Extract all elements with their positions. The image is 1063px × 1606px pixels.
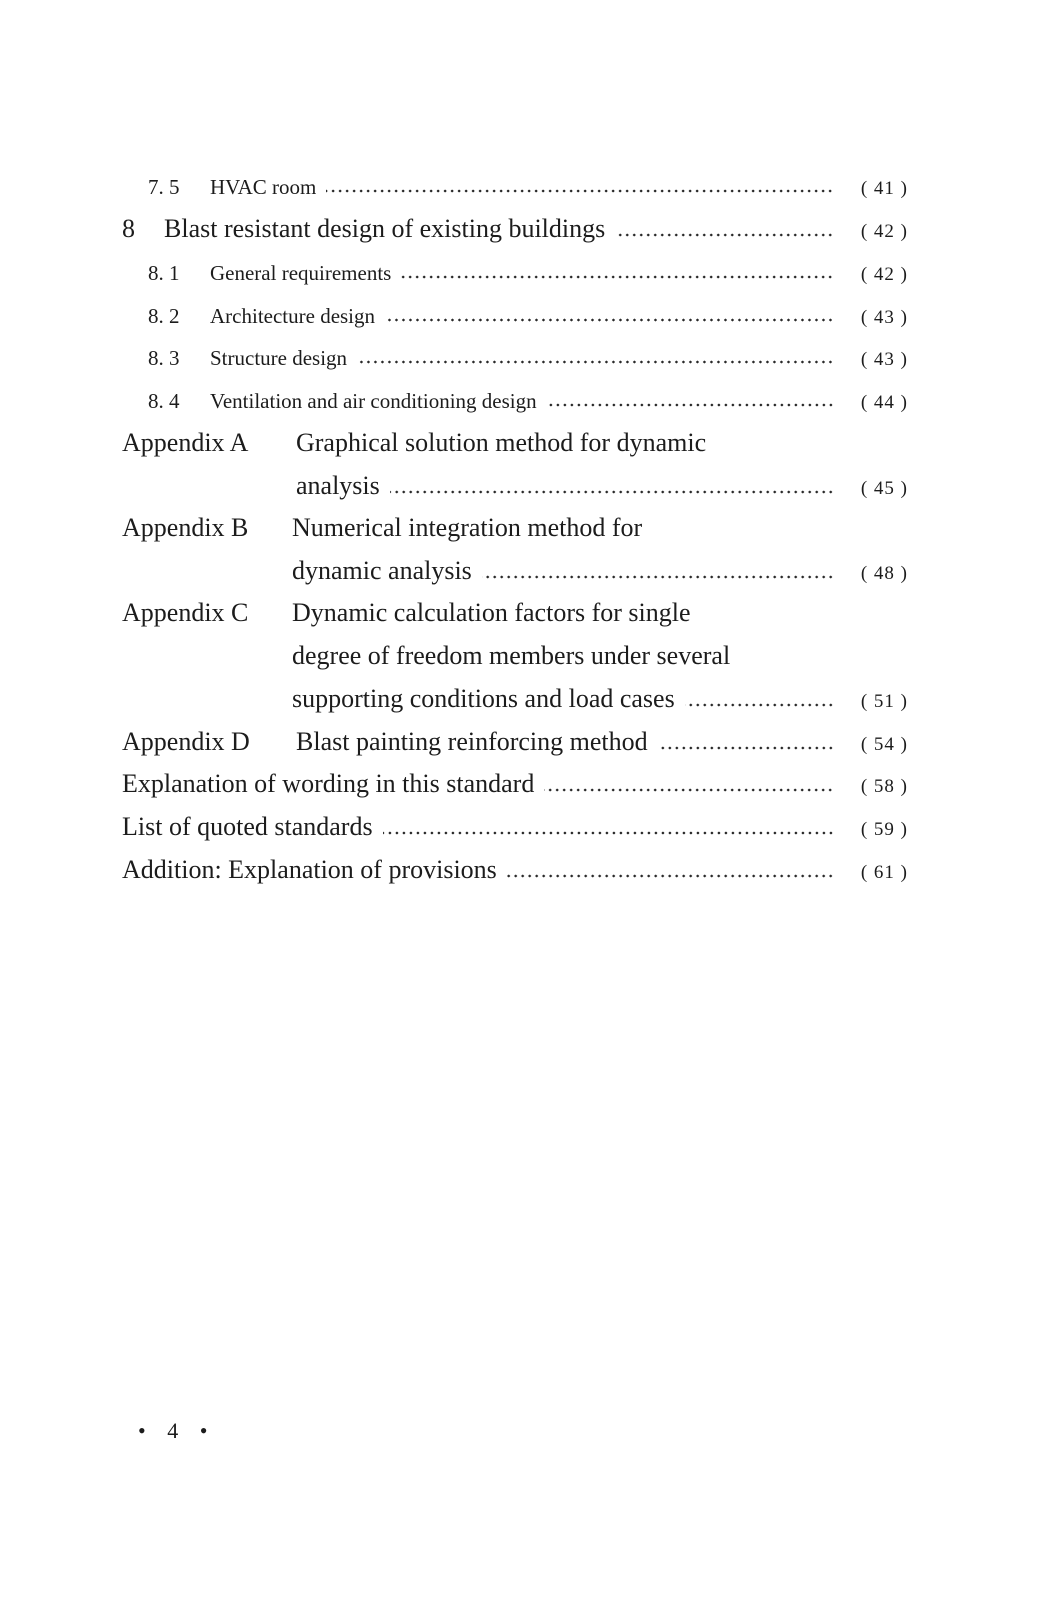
toc-entry-8-1[interactable]: [148, 261, 908, 286]
toc-entry-addition[interactable]: [122, 855, 908, 885]
entry-title: Addition: Explanation of provisions: [122, 855, 497, 884]
appendix-title-line-1: Dynamic calculation factors for single: [292, 598, 691, 627]
dot-leader: [658, 746, 834, 750]
dot-leader: [685, 703, 834, 707]
page-reference: ( 43 ): [860, 349, 908, 370]
toc-entry-8-4[interactable]: [148, 389, 908, 414]
page-number: • 4 •: [138, 1418, 216, 1443]
toc-entry-wording[interactable]: [122, 769, 908, 799]
toc-entry-appendix-c-cont: [292, 641, 908, 671]
dot-leader: [547, 403, 834, 407]
appendix-title-line-3: supporting conditions and load cases: [292, 684, 675, 713]
dot-leader: [383, 831, 834, 835]
page-reference: ( 42 ): [860, 221, 908, 242]
toc-entry-chapter-8[interactable]: [122, 214, 908, 244]
toc-entry-8-3[interactable]: [148, 346, 908, 371]
appendix-label: Appendix D: [122, 727, 250, 756]
dot-leader: [482, 575, 834, 579]
page-reference: ( 61 ): [860, 862, 908, 883]
dot-leader: [544, 788, 834, 792]
toc-entry-appendix-b[interactable]: [122, 513, 908, 543]
appendix-title-line-2: dynamic analysis: [292, 556, 472, 585]
entry-title: List of quoted standards: [122, 812, 373, 841]
appendix-label: Appendix B: [122, 513, 249, 542]
page-reference: ( 43 ): [860, 307, 908, 328]
toc-entry-appendix-c-cont-2: [292, 684, 908, 714]
entry-title: Explanation of wording in this standard: [122, 769, 535, 798]
dot-leader: [615, 233, 834, 237]
dot-leader: [385, 318, 834, 322]
page-reference: ( 44 ): [860, 392, 908, 413]
toc-entry-appendix-a-cont: [296, 471, 908, 501]
page-reference: ( 54 ): [860, 734, 908, 755]
section-title: General requirements: [210, 261, 392, 285]
dot-leader: [357, 360, 834, 364]
appendix-title: Blast painting reinforcing method: [296, 727, 648, 756]
section-number: 8. 1: [148, 261, 180, 285]
appendix-label: Appendix A: [122, 428, 249, 457]
section-title: Ventilation and air conditioning design: [210, 389, 537, 413]
dot-leader: [507, 874, 834, 878]
chapter-title: Blast resistant design of existing buildings: [164, 214, 606, 243]
section-title: Architecture design: [210, 304, 376, 328]
chapter-number: 8: [122, 214, 135, 243]
toc-entry-8-2[interactable]: [148, 304, 908, 329]
page-reference: ( 59 ): [860, 819, 908, 840]
appendix-title-line-2: analysis: [296, 471, 380, 500]
page-reference: ( 41 ): [860, 178, 908, 199]
section-number: 7. 5: [148, 175, 180, 199]
section-title: Structure design: [210, 346, 348, 370]
toc-entry-appendix-d[interactable]: [122, 727, 908, 757]
toc-entry-appendix-a[interactable]: [122, 428, 908, 458]
page-reference: ( 51 ): [860, 691, 908, 712]
appendix-title-line-1: Graphical solution method for dynamic: [296, 428, 707, 457]
appendix-label: Appendix C: [122, 598, 249, 627]
dot-leader: [326, 189, 834, 193]
appendix-title-line-2: degree of freedom members under several: [292, 641, 731, 670]
toc-entry-7-5[interactable]: [148, 175, 908, 200]
toc-entry-appendix-c[interactable]: [122, 598, 908, 628]
page-reference: ( 45 ): [860, 478, 908, 499]
toc-entry-appendix-b-cont: [292, 556, 908, 586]
section-number: 8. 3: [148, 346, 180, 370]
section-number: 8. 2: [148, 304, 180, 328]
section-number: 8. 4: [148, 389, 180, 413]
dot-leader: [390, 490, 834, 494]
section-title: HVAC room: [210, 175, 317, 199]
page-reference: ( 42 ): [860, 264, 908, 285]
appendix-title-line-1: Numerical integration method for: [292, 513, 643, 542]
page-reference: ( 58 ): [860, 776, 908, 797]
dot-leader: [401, 275, 834, 279]
toc-entry-quoted-standards[interactable]: [122, 812, 908, 842]
page-reference: ( 48 ): [860, 563, 908, 584]
